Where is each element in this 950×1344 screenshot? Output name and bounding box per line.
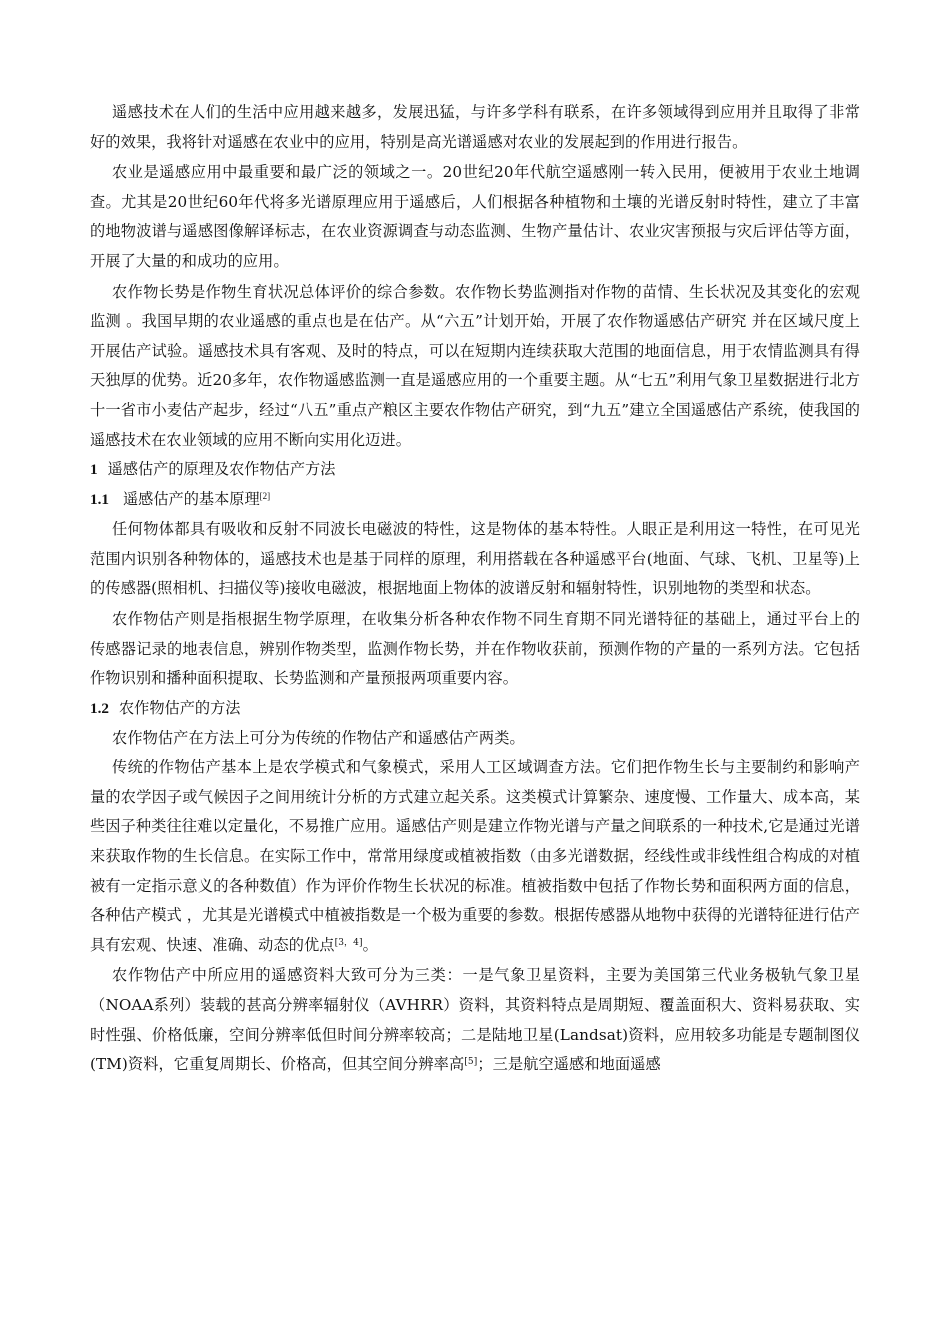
paragraph-principle: 任何物体都具有吸收和反射不同波长电磁波的特性，这是物体的基本特性。人眼正是利用这一特性，在可见光范围内识别各种物体的，遥感技术也是基于同样的原理，利用搭载在各种遥感平台(地面、气球、飞机、卫星等)上的传感器(照相机、扫描仪等)接收电磁波，根据地面上物体的波谱反射和辐射特性，识别地物的类型和状态。: [90, 520, 860, 598]
paragraph-text: 传统的作物估产基本上是农学模式和气象模式，采用人工区域调查方法。它们把作物生长与主要制约和影响产量的农学因子或气候因子之间用统计分析的方式建立起关系。这类模式计算繁杂、速度慢、工作量大、成本高，某些因子种类往往难以定量化，不易推广应用。遥感估产则是建立作物光谱与产量之间联系的一种技术,它是通过光谱来获取作物的生长信息。在实际工作中，常常用绿度或植被指数（由多光谱数据，经线性或非线性组合构成的对植被有一定指示意义的各种数值）作为评价作物生长状况的标准。植被指数中包括了作物长势和面积两方面的信息， 各种估产模式 ，尤其是光谱模式中植被指数是一个极为重要的参数。根据传感器从地物中获得的光谱特征进行估产具有宏观、快速、准确、动态的优点: [90, 758, 860, 954]
paragraph-intro: 遥感技术在人们的生活中应用越来越多，发展迅猛，与许多学科有联系，在许多领域得到应用并且取得了非常好的效果，我将针对遥感在农业中的应用，特别是高光谱遥感对农业的发展起到的作用进行报告。: [90, 103, 860, 151]
document-page: [90, 98, 860, 1080]
section-number: 1.2: [90, 699, 109, 717]
paragraph-methods-overview: 农作物估产在方法上可分为传统的作物估产和遥感估产两类。: [112, 728, 525, 747]
section-title: 农作物估产的方法: [118, 699, 241, 717]
section-heading-1-1: [90, 485, 860, 515]
paragraph-data-sources: [90, 961, 860, 1079]
citation-ref: [3，4]: [334, 937, 363, 948]
section-title: 遥感估产的原理及农作物估产方法: [107, 461, 336, 479]
section-title: 遥感估产的基本原理: [122, 491, 260, 509]
paragraph-text-end: ；三是航空遥感和地面遥感: [477, 1055, 661, 1074]
section-number: 1.1: [90, 491, 109, 509]
paragraph-agriculture-remote-sensing: 农业是遥感应用中最重要和最广泛的领域之一。20世纪20年代航空遥感刚一转入民用，便被用于农业土地调查。尤其是20世纪60年代将多光谱原理应用于遥感后，人们根据各种植物和土壤的光谱反射时特性，建立了丰富的地物波谱与遥感图像解译标志，在农业资源调查与动态监测、生物产量估计、农业灾害预报与灾后评估等方面，开展了大量的和成功的应用。: [90, 163, 860, 270]
paragraph-traditional-methods: [90, 753, 860, 960]
citation-ref: [5]: [464, 1057, 478, 1068]
section-heading-1: [90, 455, 860, 485]
paragraph-yield-estimation: 农作物估产则是指根据生物学原理，在收集分析各种农作物不同生育期不同光谱特征的基础上，通过平台上的传感器记录的地表信息，辨别作物类型，监测作物长势，并在作物收获前，预测作物的产量的一系列方法。它包括作物识别和播种面积提取、长势监测和产量预报两项重要内容。: [90, 609, 860, 688]
citation-ref: [2]: [259, 491, 271, 502]
paragraph-crop-growth-monitoring: 农作物长势是作物生育状况总体评价的综合参数。农作物长势监测指对作物的苗情、生长状况及其变化的宏观监测 。我国早期的农业遥感的重点也是在估产。从“六五”计划开始，开展了农作物遥感估产研究 并在区域尺度上开展估产试验。遥感技术具有客观、及时的特点，可以在短期内连续获取大范围的地面信息，用于农情监测具有得天独厚的优势。近20多年，农作物遥感监测一直是遥感应用的一个重要主题。从“七五”利用气象卫星数据进行北方十一省市小麦估产起步，经过“八五”重点产粮区主要农作物估产研究，到“九五”建立全国遥感估产系统，使我国的遥感技术在农业领域的应用不断向实用化迈进。: [90, 282, 860, 449]
paragraph-text: 农作物估产中所应用的遥感资料大致可分为三类：一是气象卫星资料，主要为美国第三代业务极轨气象卫星（NOAA系列）装载的甚高分辨率辐射仪（AVHRR）资料，其资料特点是周期短、覆盖面积大、资料易获取、实时性强、价格低廉，空间分辨率低但时间分辨率较高；二是陆地卫星(Landsat)资料，应用较多功能是专题制图仪(TM)资料，它重复周期长、价格高，但其空间分辨率高: [90, 966, 860, 1074]
paragraph-text-end: 。: [362, 935, 378, 954]
section-number: 1: [90, 461, 98, 479]
section-heading-1-2: [90, 694, 860, 724]
